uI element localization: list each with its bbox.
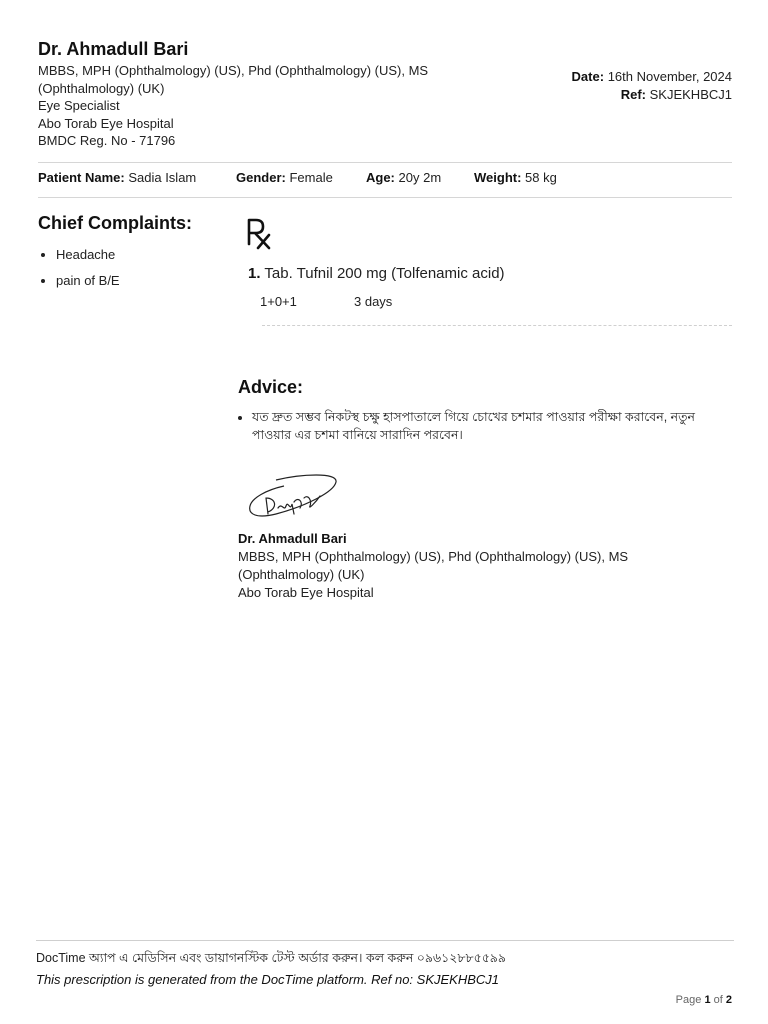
header-divider	[38, 162, 732, 163]
date-label: Date:	[571, 69, 605, 84]
signature-doctor-hospital: Abo Torab Eye Hospital	[238, 585, 374, 600]
patient-weight: Weight: 58 kg	[474, 170, 557, 185]
advice-item: • যত দ্রুত সম্ভব নিকটস্থ চক্ষু হাসপাতালে গিয়ে চোখের চশমার পাওয়ার পরীক্ষা করাবেন, নতুন পাওয়ার এর চশমা বানিয়ে সারাদিন পরবেন।	[252, 408, 732, 444]
signature-doctor-degrees: MBBS, MPH (Ophthalmology) (US), Phd (Ophthalmology) (US), MS (Ophthalmology) (UK)	[238, 549, 629, 582]
doctor-bmdc: BMDC Reg. No - 71796	[38, 133, 176, 148]
patient-age: Age: 20y 2m	[366, 170, 442, 185]
advice-list	[238, 408, 732, 444]
signature-icon	[246, 472, 342, 522]
patient-divider	[38, 197, 732, 198]
footer-divider	[36, 940, 734, 941]
doctor-hospital: Abo Torab Eye Hospital	[38, 115, 174, 131]
prescription-header	[38, 38, 732, 150]
page-indicator	[676, 994, 732, 1006]
signature-doctor-name: Dr. Ahmadull Bari	[238, 531, 347, 546]
date-row	[572, 68, 732, 86]
ref-label: Ref:	[620, 87, 646, 102]
chief-complaints	[38, 213, 228, 298]
medicine-item	[248, 265, 732, 309]
doctor-degrees: MBBS, MPH (Ophthalmology) (US), Phd (Ophthalmology) (US), MS (Ophthalmology) (UK)	[38, 63, 429, 96]
complaints-list	[38, 246, 228, 290]
footer-promo: DocTime অ্যাপ এ মেডিসিন এবং ডায়াগনস্টিক টেস্ট অর্ডার করুন। কল করুন ০৯৬১২৮৮৫৫৯৯	[36, 951, 507, 965]
medicine-name: Tab. Tufnil 200 mg (Tolfenamic acid)	[264, 265, 505, 282]
date-value: 16th November, 2024	[607, 69, 732, 84]
page-label: Page	[675, 994, 702, 1006]
patient-info	[38, 170, 732, 185]
patient-gender: Gender: Female	[236, 170, 333, 185]
medicine-line	[248, 265, 732, 282]
page-of: of	[713, 994, 723, 1006]
rx-icon	[246, 218, 274, 250]
complaint-item: • pain of B/E	[56, 272, 228, 290]
complaint-item: • Headache	[56, 246, 228, 264]
footer-note: This prescription is generated from the DocTime platform. Ref no: SKJEKHBCJ1	[36, 972, 500, 987]
doctor-name: Dr. Ahmadull Bari	[38, 39, 189, 59]
medicine-index: 1.	[248, 265, 261, 282]
doctor-specialty: Eye Specialist	[38, 98, 120, 113]
ref-value: SKJEKHBCJ1	[649, 87, 732, 102]
advice-section	[238, 377, 732, 444]
complaints-title: Chief Complaints:	[38, 213, 193, 233]
ref-row	[572, 86, 732, 104]
advice-title: Advice:	[238, 377, 304, 397]
medicine-duration: 3 days	[354, 294, 393, 309]
doctor-details	[38, 62, 458, 150]
medicine-dosage	[260, 294, 732, 309]
patient-name: Patient Name: Sadia Islam	[38, 170, 197, 185]
page-current: 1	[704, 994, 711, 1006]
signature-block	[238, 530, 668, 602]
medicine-separator	[262, 325, 732, 326]
medicine-dose: 1+0+1	[260, 294, 297, 309]
prescription-meta	[572, 68, 732, 104]
page-total: 2	[725, 994, 732, 1006]
